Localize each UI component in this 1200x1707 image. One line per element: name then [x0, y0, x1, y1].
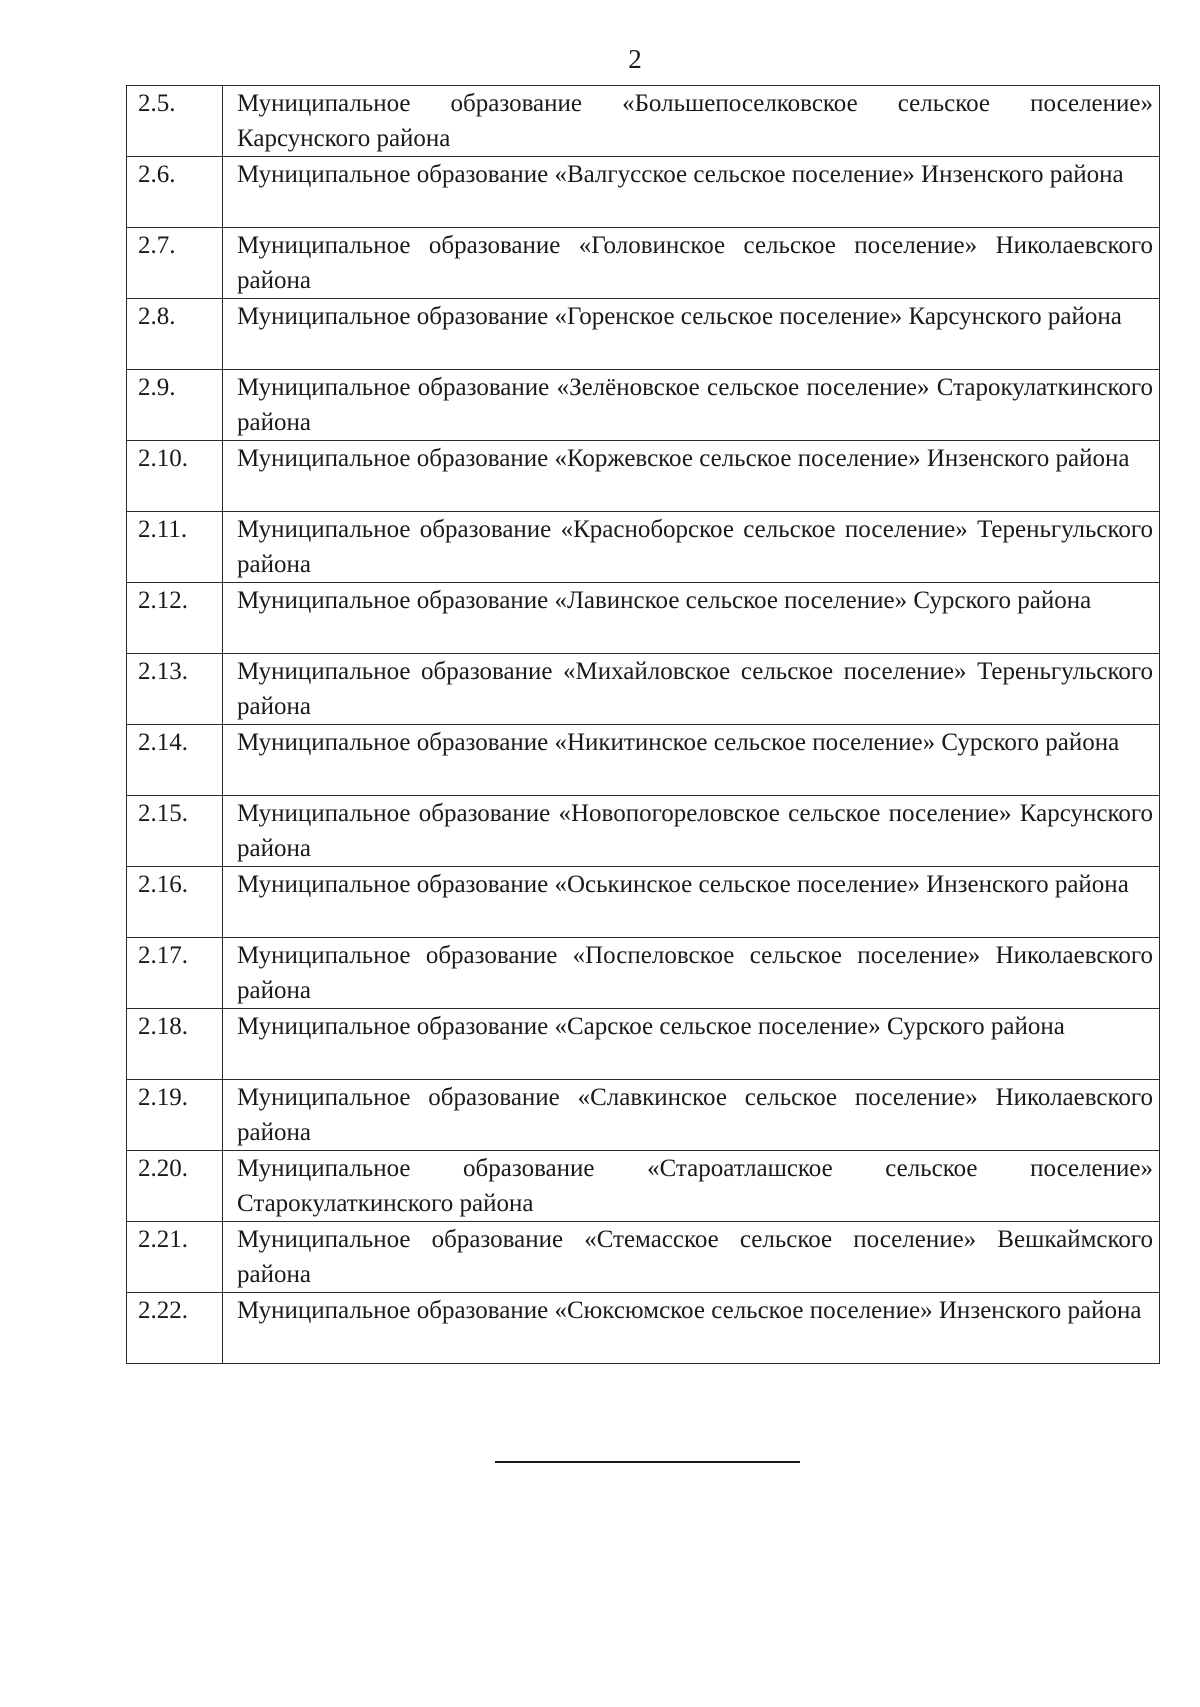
item-number: 2.16. [127, 867, 223, 938]
item-description: Муниципальное образование «Валгусское сельское поселение» Инзенского района [223, 157, 1160, 228]
table-row [127, 654, 1160, 725]
item-number: 2.8. [127, 299, 223, 370]
settlements-table-body [127, 86, 1160, 1364]
table-row [127, 441, 1160, 512]
item-number: 2.18. [127, 1009, 223, 1080]
item-number: 2.7. [127, 228, 223, 299]
item-number: 2.10. [127, 441, 223, 512]
table-row [127, 583, 1160, 654]
table-row [127, 1151, 1160, 1222]
item-number: 2.12. [127, 583, 223, 654]
table-row [127, 86, 1160, 157]
item-number: 2.6. [127, 157, 223, 228]
table-row [127, 512, 1160, 583]
item-description: Муниципальное образование «Лавинское сельское поселение» Сурского района [223, 583, 1160, 654]
table-row [127, 370, 1160, 441]
item-description: Муниципальное образование «Староатлашское сельское поселение» Старокулаткинского района [223, 1151, 1160, 1222]
item-number: 2.15. [127, 796, 223, 867]
item-description: Муниципальное образование «Сарское сельское поселение» Сурского района [223, 1009, 1160, 1080]
item-description: Муниципальное образование «Стемасское сельское поселение» Вешкаймского района [223, 1222, 1160, 1293]
item-number: 2.9. [127, 370, 223, 441]
table-row [127, 938, 1160, 1009]
item-description: Муниципальное образование «Никитинское сельское поселение» Сурского района [223, 725, 1160, 796]
item-description: Муниципальное образование «Большепоселковское сельское поселение» Карсунского района [223, 86, 1160, 157]
table-row [127, 1009, 1160, 1080]
table-row [127, 299, 1160, 370]
item-number: 2.17. [127, 938, 223, 1009]
page-number: 2 [628, 44, 642, 74]
table-row [127, 228, 1160, 299]
table-row [127, 1293, 1160, 1364]
table-row [127, 157, 1160, 228]
item-number: 2.13. [127, 654, 223, 725]
item-description: Муниципальное образование «Новопогореловское сельское поселение» Карсунского района [223, 796, 1160, 867]
item-number: 2.21. [127, 1222, 223, 1293]
item-number: 2.14. [127, 725, 223, 796]
table-row [127, 725, 1160, 796]
table-row [127, 796, 1160, 867]
item-description: Муниципальное образование «Коржевское сельское поселение» Инзенского района [223, 441, 1160, 512]
item-description: Муниципальное образование «Славкинское сельское поселение» Николаевского района [223, 1080, 1160, 1151]
item-description: Муниципальное образование «Красноборское сельское поселение» Тереньгульского района [223, 512, 1160, 583]
item-description: Муниципальное образование «Сюксюмское сельское поселение» Инзенского района [223, 1293, 1160, 1364]
item-description: Муниципальное образование «Михайловское сельское поселение» Тереньгульского района [223, 654, 1160, 725]
item-number: 2.5. [127, 86, 223, 157]
table-row [127, 1080, 1160, 1151]
item-description: Муниципальное образование «Оськинское сельское поселение» Инзенского района [223, 867, 1160, 938]
closing-separator-line [495, 1461, 800, 1463]
item-number: 2.20. [127, 1151, 223, 1222]
item-description: Муниципальное образование «Головинское сельское поселение» Николаевского района [223, 228, 1160, 299]
table-row [127, 867, 1160, 938]
item-number: 2.11. [127, 512, 223, 583]
settlements-table [126, 85, 1160, 1364]
item-description: Муниципальное образование «Горенское сельское поселение» Карсунского района [223, 299, 1160, 370]
item-description: Муниципальное образование «Поспеловское сельское поселение» Николаевского района [223, 938, 1160, 1009]
table-row [127, 1222, 1160, 1293]
item-description: Муниципальное образование «Зелёновское сельское поселение» Старокулаткинского района [223, 370, 1160, 441]
item-number: 2.22. [127, 1293, 223, 1364]
item-number: 2.19. [127, 1080, 223, 1151]
